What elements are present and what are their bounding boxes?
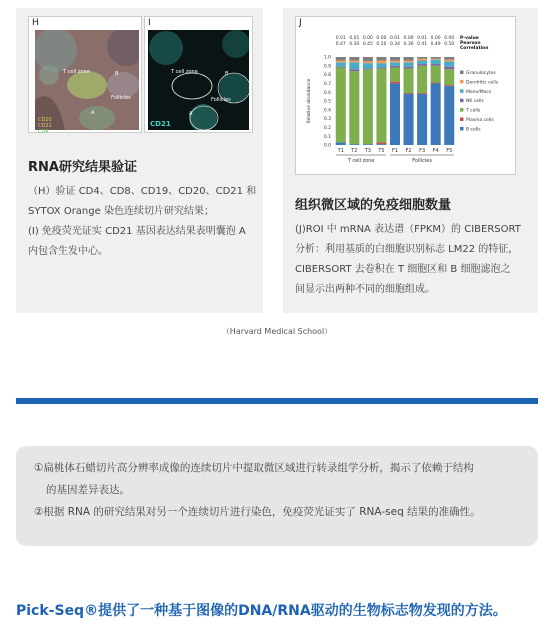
right-body-line-3: CIBERSORT 去卷积在 T 细胞区和 B 细胞滤泡之	[295, 264, 511, 275]
bar-segment-t-cells	[376, 68, 386, 142]
bar-segment-t-cells	[404, 68, 414, 93]
bar-segment-mono-macs	[349, 62, 359, 69]
legend-swatch	[460, 99, 464, 103]
pearson-label: 0.30	[349, 42, 360, 47]
bar-segment-nk-cells	[349, 69, 359, 71]
left-body-line-3: (I) 免疫荧光证实 CD21 基因表达结果表明囊泡 A	[28, 226, 246, 237]
bar-segment-mono-macs	[417, 61, 427, 65]
bar-segment-mono-macs	[444, 61, 454, 66]
bar-segment-mono-macs	[404, 62, 414, 66]
pearson-label: 0.50	[444, 42, 455, 47]
panel-i-tissue	[148, 30, 249, 130]
bar-segment-granulocytes	[444, 57, 454, 60]
pearson-label: 0.41	[417, 42, 428, 47]
panel-h-legend	[38, 117, 52, 135]
pearson-header-2: Correlation	[460, 46, 489, 51]
x-tick-label: T5	[378, 148, 385, 154]
y-tick-label: 0.7	[323, 82, 331, 87]
y-tick-label: 0.2	[323, 126, 331, 131]
bar-segment-granulocytes	[376, 57, 386, 61]
bar-segment-mono-macs	[390, 62, 400, 66]
pearson-label: 0.50	[376, 42, 387, 47]
x-tick-label: T2	[351, 148, 358, 154]
panel-i-b-label: B	[225, 71, 229, 77]
legend-swatch	[460, 89, 464, 93]
abundance-chart	[296, 17, 515, 174]
bar-segment-granulocytes	[417, 57, 427, 59]
panel-i-letter: I	[148, 18, 151, 28]
legend-label: T cells	[466, 108, 481, 114]
legend-swatch	[460, 118, 464, 122]
bar-segment-nk-cells	[363, 68, 373, 69]
bar-segment-dendritic-cells	[417, 59, 427, 61]
left-info-card	[16, 8, 263, 313]
x-tick-label: F5	[446, 148, 453, 154]
legend-label: B cells	[466, 127, 481, 133]
group-label: Follicles	[412, 158, 432, 164]
legend-cd4: CD4	[38, 129, 49, 135]
panel-i-image	[144, 16, 253, 133]
bar-segment-dendritic-cells	[431, 59, 441, 60]
legend-label: Plasma cells	[466, 118, 494, 123]
left-body-line-2: SYTOX Orange 染色连续切片研究结果；	[28, 206, 214, 217]
bar-segment-nk-cells	[431, 64, 441, 66]
panel-h-tissue	[35, 30, 139, 130]
bar-segment-mono-macs	[363, 63, 373, 68]
bar-segment-b-cells	[336, 142, 346, 145]
legend-label: Mono/Macs	[466, 89, 492, 95]
y-tick-label: 0.1	[323, 134, 331, 140]
note-1-line-1: ①扁桃体石蜡切片高分辨率成像的连续切片中提取微区域进行转录组学分析，揭示了依赖于结构	[34, 462, 474, 474]
pvalue-label: 0.00	[444, 36, 455, 41]
bar-segment-t-cells	[363, 69, 373, 144]
note-2: ②根据 RNA 的研究结果对另一个连续切片进行染色，免疫荧光证实了 RNA-seq 结果的准确性。	[34, 506, 481, 518]
legend-label: Granulocytes	[466, 71, 496, 76]
bar-segment-b-cells	[404, 94, 414, 145]
note-1-line-2: 的基因差异表达。	[46, 484, 130, 496]
legend-label: NK cells	[466, 99, 484, 105]
legend-swatch	[460, 127, 464, 130]
right-card-body	[295, 220, 535, 300]
bar-segment-nk-cells	[390, 66, 400, 68]
y-tick-label: 0.5	[323, 99, 331, 105]
bar-segment-plasma-cells	[417, 93, 427, 94]
legend-cd20: CD20	[38, 117, 52, 123]
pearson-label: 0.47	[335, 42, 346, 47]
x-tick-label: F2	[405, 148, 412, 154]
bar-segment-nk-cells	[444, 67, 454, 70]
bar-segment-dendritic-cells	[390, 61, 400, 63]
bar-segment-nk-cells	[417, 64, 427, 66]
x-tick-label: F3	[419, 148, 426, 154]
bar-segment-nk-cells	[336, 67, 346, 68]
left-card-body	[28, 182, 260, 262]
pvalue-label: 0.01	[349, 36, 360, 41]
y-tick-label: 0.9	[323, 64, 331, 70]
panel-i-marker-label: CD21	[150, 120, 171, 128]
pearson-label: 0.45	[362, 42, 373, 47]
legend-label: Dendritic cells	[466, 80, 499, 86]
left-card-title: RNA研究结果验证	[28, 160, 137, 175]
bar-segment-b-cells	[390, 83, 400, 145]
x-tick-label: F4	[432, 148, 439, 154]
section-divider	[16, 398, 538, 404]
bar-segment-t-cells	[417, 66, 427, 93]
bar-segment-mono-macs	[431, 60, 441, 64]
pvalue-label: 0.01	[335, 36, 346, 41]
y-tick-label: 1.0	[323, 55, 331, 61]
group-label: T cell zone	[347, 158, 375, 164]
bar-segment-granulocytes	[431, 57, 441, 59]
panel-h-b-label: B	[115, 71, 119, 77]
bar-segment-dendritic-cells	[376, 61, 386, 64]
bar-segment-mono-macs	[336, 62, 346, 66]
bar-segment-mono-macs	[376, 63, 386, 67]
source-caption: （Harvard Medical School）	[221, 327, 333, 336]
panel-i-tzone-label: T cell zone	[171, 69, 198, 75]
bar-segment-plasma-cells	[404, 93, 414, 94]
right-body-line-1: (J)ROI 中 mRNA 表达谱（FPKM）的 CIBERSORT	[295, 224, 521, 235]
pvalue-label: 0.01	[417, 36, 428, 41]
bar-segment-t-cells	[336, 68, 346, 143]
pearson-header-1: Pearson	[460, 41, 481, 46]
pearson-label: 0.49	[430, 42, 441, 47]
bar-segment-plasma-cells	[431, 83, 441, 84]
right-info-card	[283, 8, 538, 313]
pvalue-label: 0.01	[389, 36, 401, 41]
pvalue-label: 0.00	[430, 36, 441, 41]
bar-segment-granulocytes	[336, 57, 346, 61]
bar-segment-b-cells	[431, 83, 441, 145]
y-tick-label: 0.8	[323, 73, 331, 79]
notes-box	[16, 446, 538, 546]
bar-segment-t-cells	[390, 68, 400, 82]
bar-segment-granulocytes	[404, 57, 414, 61]
bar-segment-granulocytes	[390, 57, 400, 61]
panel-h-follicles-label: Follicles	[111, 95, 131, 101]
panel-i-a-label: A	[189, 111, 193, 117]
bar-segment-granulocytes	[349, 57, 359, 61]
bar-segment-nk-cells	[376, 68, 386, 69]
right-body-line-4: 间显示出两种不同的细胞组成。	[295, 284, 435, 295]
pvalue-label: 0.00	[403, 36, 414, 41]
panel-j-letter: J	[299, 18, 302, 28]
bar-segment-t-cells	[444, 69, 454, 85]
y-tick-label: 0.0	[323, 143, 331, 149]
pvalue-label: 0.00	[362, 36, 373, 41]
bar-segment-granulocytes	[363, 57, 373, 61]
x-tick-label: T1	[337, 148, 344, 154]
bar-segment-dendritic-cells	[336, 61, 346, 63]
left-body-line-1: （H）验证 CD4、CD8、CD19、CD20、CD21 和	[28, 186, 257, 197]
bar-segment-nk-cells	[404, 67, 414, 69]
panel-j-chart-frame	[295, 16, 516, 175]
bar-segment-b-cells	[363, 144, 373, 145]
y-tick-label: 0.6	[323, 90, 331, 96]
bar-segment-dendritic-cells	[444, 60, 454, 62]
right-body-line-2: 分析：利用基质的白细胞识别标志 LM22 的特征，	[295, 244, 519, 255]
left-body-line-4: 内包含生发中心。	[28, 246, 108, 257]
legend-cd21: CD21	[38, 123, 52, 129]
bar-segment-b-cells	[349, 144, 359, 145]
x-tick-label: T3	[364, 148, 372, 154]
panel-i-follicles-label: Follicles	[211, 97, 231, 103]
x-tick-label: F1	[391, 148, 399, 154]
y-axis-label: Relative abundance	[307, 78, 312, 124]
y-tick-label: 0.3	[323, 117, 331, 123]
bar-segment-b-cells	[444, 86, 454, 145]
panel-h-tzone-label: T cell zone	[63, 69, 90, 75]
pvalue-label: 0.00	[376, 36, 387, 41]
legend-swatch	[460, 71, 464, 75]
panel-h-image	[28, 16, 142, 133]
bar-segment-t-cells	[431, 66, 441, 83]
legend-swatch	[460, 108, 464, 112]
right-card-title: 组织微区域的免疫细胞数量	[295, 198, 452, 213]
bar-segment-dendritic-cells	[363, 61, 373, 63]
legend-swatch	[460, 80, 464, 84]
panel-h-letter: H	[32, 18, 39, 28]
bar-segment-b-cells	[376, 144, 386, 145]
y-tick-label: 0.4	[323, 108, 331, 114]
bar-segment-plasma-cells	[444, 85, 454, 86]
bar-segment-t-cells	[349, 71, 359, 144]
bar-segment-plasma-cells	[376, 142, 386, 144]
bar-segment-plasma-cells	[390, 82, 400, 84]
bar-segment-dendritic-cells	[404, 61, 414, 63]
panel-h-a-label: A	[91, 110, 95, 116]
pearson-label: 0.34	[389, 42, 401, 47]
pearson-label: 0.36	[403, 42, 414, 47]
bar-segment-dendritic-cells	[349, 61, 359, 63]
tagline: Pick-Seq®提供了一种基于图像的DNA/RNA驱动的生物标志物发现的方法。	[16, 603, 507, 619]
bar-segment-b-cells	[417, 94, 427, 145]
pvalue-header: P-value	[460, 36, 479, 41]
